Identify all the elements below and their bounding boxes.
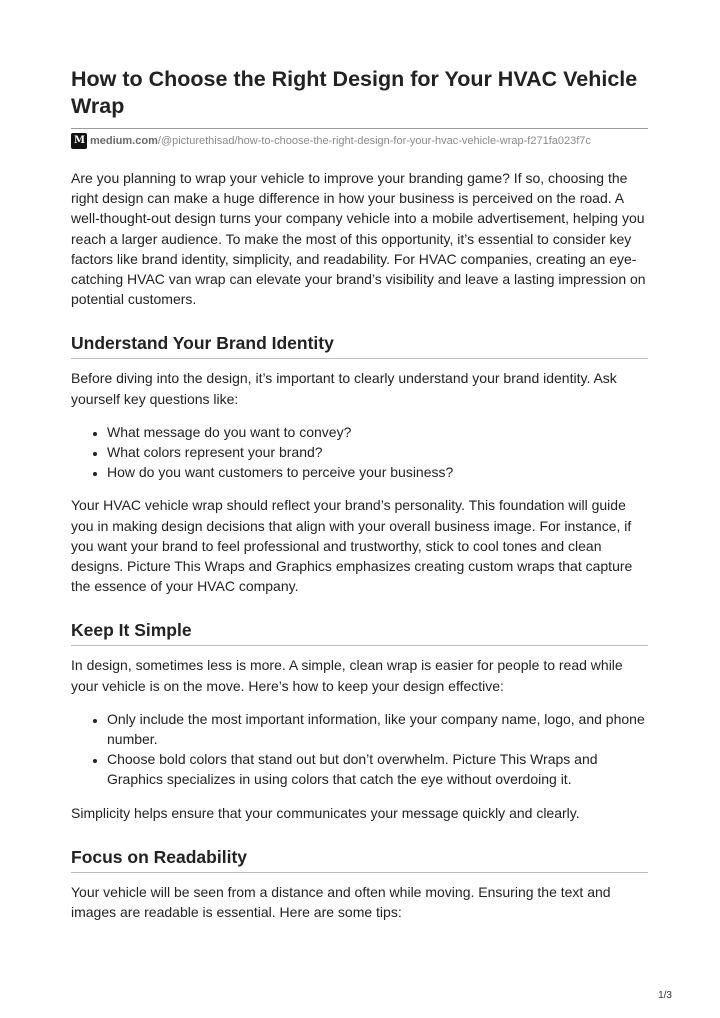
source-link[interactable] [90,134,591,148]
list-item: • Only include the most important information, like your company name, logo, and phone number. [107,709,648,749]
section-heading: Keep It Simple [71,619,648,646]
section-keep-simple [71,619,648,822]
section-brand-identity [71,332,648,596]
page-number: 1/3 [658,990,672,1001]
list-item: • What colors represent your brand? [107,442,648,462]
medium-logo-icon: M [71,133,87,149]
source-path: /@picturethisad/how-to-choose-the-right-design-for-your-hvac-vehicle-wrap-f271fa023f7c [157,135,591,147]
document-page [71,66,648,922]
list-item: • Choose bold colors that stand out but don’t overwhelm. Picture This Wraps and Graphics specializes in using colors that catch the eye without overdoing it. [107,749,648,789]
section-lead: Before diving into the design, it’s important to clearly understand your brand identity. Ask yourself key questions like: [71,370,617,407]
page-title: How to Choose the Right Design for Your HVAC Vehicle Wrap [71,67,638,118]
section-heading: Understand Your Brand Identity [71,332,648,359]
section-readability [71,846,648,922]
intro-paragraph: Are you planning to wrap your vehicle to improve your branding game? If so, choosing the right design can make a huge difference in how your business is perceived on the road. A well-thought-out design turns your company vehicle into a mobile advertisement, helping you reach a larger audience. To make the most of this opportunity, it’s essential to consider key factors like brand identity, simplicity, and readability. For HVAC companies, creating an eye-catching HVAC van wrap can elevate your brand’s visibility and leave a lasting impression on potential customers. [71,170,646,308]
section-lead: Your vehicle will be seen from a distance and often while moving. Ensuring the text and images are readable is essential. Here are some tips: [71,883,611,921]
list-item: • How do you want customers to perceive your business? [107,462,648,482]
section-lead: In design, sometimes less is more. A simple, clean wrap is easier for people to read while your vehicle is on the move. Here’s how to keep your design effective: [71,657,623,694]
section-paragraph: Your HVAC vehicle wrap should reflect your brand’s personality. This foundation will guide you in making design decisions that align with your overall business image. For instance, if you want your brand to feel professional and trustworthy, stick to cool tones and clean designs. Picture This Wraps and Graphics emphasizes creating custom wraps that capture the essence of your HVAC company. [71,497,633,595]
section-heading: Focus on Readability [71,846,648,873]
section-paragraph: Simplicity helps ensure that your communicates your message quickly and clearly. [71,804,580,821]
bullet-list [71,422,648,483]
bullet-list [71,709,648,790]
list-item: • What message do you want to convey? [107,422,648,442]
source-line [71,128,648,149]
source-domain: medium.com [90,135,158,147]
